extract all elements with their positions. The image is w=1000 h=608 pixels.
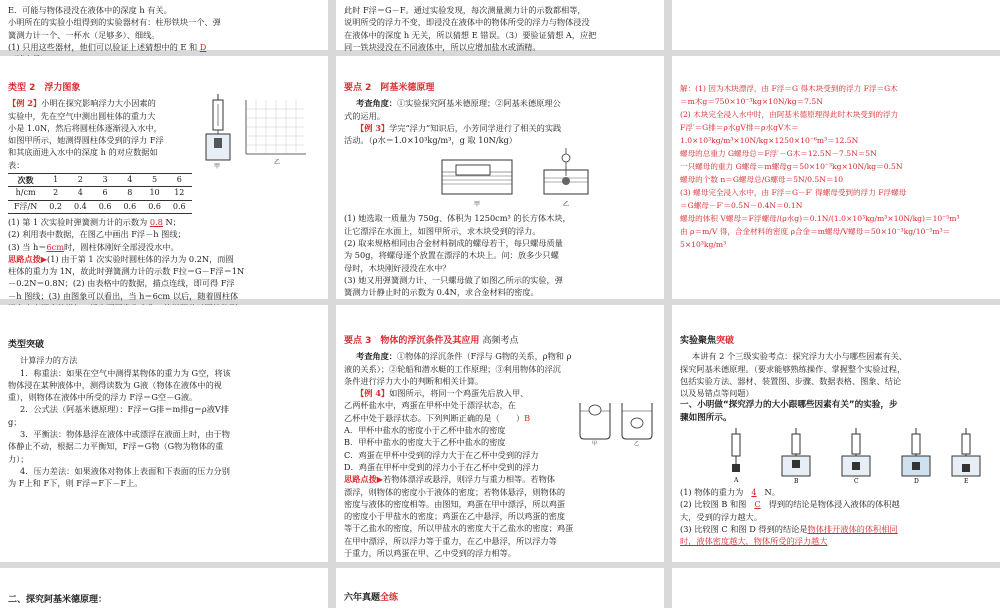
text-line: (2) 取来规格相同由合金材料制成的螺母若干，每只螺母质量 <box>344 238 563 249</box>
unit-text: N； <box>165 216 181 227</box>
hint-line: 柱体的重力为 1N，故此时弹簧测力计的示数 F拉＝G－F浮＝1N <box>8 266 245 277</box>
text-line: 此时 F浮＝G－F。通过实验发现，每次测量测力计的示数都相等， <box>344 5 586 15</box>
subtitle: 计算浮力的方法 <box>20 355 78 366</box>
fig-label: 乙 <box>563 201 570 209</box>
text-line <box>356 387 576 399</box>
spring-scale-icon <box>544 148 588 194</box>
text-line: 液的关系）；②轮船和潜水艇的工作原理；③利用物体的浮沉 <box>344 363 561 374</box>
hint-text: 若物体漂浮或悬浮，则浮力与重力相等。若物体 <box>383 474 555 485</box>
answer-text: 6cm <box>46 241 65 252</box>
text-line <box>356 350 656 362</box>
text-line: 为 50g，将螺母逐个放置在漂浮的木块上。问：放多少只螺 <box>344 250 559 261</box>
text-line: 母时，木块刚好浸没在水中？ <box>344 262 451 273</box>
table-intro: 表： <box>8 159 25 170</box>
text-line: 簧测力计一个、一杯水（足够多）、细线。 <box>8 29 160 40</box>
tag-label: 高频考点 <box>482 336 519 346</box>
answer-text: 物体排开液体的体积相同 <box>807 523 898 534</box>
focus-label: 考查角度： <box>356 98 397 109</box>
text-line: 本讲有 2 个三级实验考点：探究浮力大小与哪些因素有关、 <box>692 351 908 362</box>
slide-r2c1 <box>0 305 328 562</box>
question-line <box>8 241 320 253</box>
wood-block-figure <box>344 148 654 210</box>
table-cell: 10 <box>142 187 167 200</box>
title-text: 六年真题 <box>344 593 381 603</box>
question-text: (1) 物体的重力为 <box>680 487 744 498</box>
fig-label: 乙 <box>634 441 640 447</box>
example-text: 学完“浮力”知识后，小芳同学进行了相关的实践 <box>389 122 562 133</box>
text-line: (1) 她选取一质量为 750g、体积为 1250cm³ 的长方体木块， <box>344 213 571 224</box>
text-line: 乙两杯盐水中，鸡蛋在甲杯中处于漂浮状态，在 <box>344 400 516 411</box>
table-cell: 4 <box>68 187 93 200</box>
example-text: 小明在探究影响浮力大小因素的 <box>41 98 156 109</box>
fig-label: 乙 <box>274 159 281 166</box>
text-line: 如图甲所示，她测得圆柱体受到的浮力 F浮 <box>8 135 164 146</box>
answer-text: 时，液体密度越大，物体所受的浮力越大 <box>680 536 828 547</box>
text-line: 条件进行浮力大小的判断和相关计算。 <box>344 375 484 386</box>
table-cell: h/cm <box>8 187 43 200</box>
text-line: 让它漂浮在水面上，如图甲所示，求木块受到的浮力。 <box>344 225 541 236</box>
hint-line: 等于乙盐水的密度，所以甲盐水的密度大于乙盐水的密度；鸡蛋 <box>344 523 574 534</box>
fig-label: E <box>964 478 969 486</box>
hint-line: －0.2N＝0.8N；(2) 由表格中的数据，描点连线，即可得 F浮 <box>8 278 235 289</box>
text-line <box>356 122 656 134</box>
text-line <box>356 97 656 109</box>
fig-label: 甲 <box>474 201 481 209</box>
example-label: 【例 4】 <box>356 388 390 399</box>
table-cell: 12 <box>167 187 192 200</box>
question-text: 得到的结论是物体浸入液体的体积越 <box>768 499 900 510</box>
solution-line: (2) 木块完全浸入水中时，由阿基米德原理得此时木块受到的浮力 <box>680 110 899 119</box>
section-label: 要点 3 物体的浮沉条件及其应用 <box>344 336 480 346</box>
question-text: (3) 比较图 C 和图 D 得到的结论是 <box>680 523 808 534</box>
text-line: 为 F上和 F下，则 F浮＝F下－F上。 <box>8 478 143 489</box>
solution-line: ＝G螺母－F′＝0.5N－0.4N＝0.1N <box>680 201 803 210</box>
text-line: 活动。（ρ水＝1.0×10³kg/m³，g 取 10N/kg） <box>344 135 517 146</box>
hint-line <box>8 253 320 265</box>
text-line: 小明所在的实验小组得到的实验器材有：柱形铁块一个、弹 <box>8 17 221 28</box>
table-cell: 6 <box>93 187 118 200</box>
graph-grid-icon <box>246 100 306 154</box>
focus-text: ①实验探究阿基米德原理；②阿基米德原理公 <box>396 98 561 109</box>
question-text: (2) 比较图 B 和图 <box>680 499 747 510</box>
hint-text: (1) 由于第 1 次实验时圆柱体的浮力为 0.2N，而圆 <box>47 253 234 264</box>
example-label: 【例 2】 <box>8 98 42 109</box>
data-table <box>8 173 192 214</box>
answer-text: B <box>524 412 531 423</box>
section-title <box>344 335 656 347</box>
answer-text: 4 <box>751 487 757 498</box>
table-cell: 5 <box>142 174 167 187</box>
table-row <box>8 187 192 200</box>
question-title: 一、小明做“探究浮力的大小跟哪些因素有关”的实验，步 <box>680 400 898 411</box>
text-line <box>8 97 198 109</box>
hint-line: 在甲中漂浮，所以浮力等于重力，在乙中悬浮，所以浮力等 <box>344 535 557 546</box>
solution-line: F浮′＝G排＝ρ水gV排＝ρ水gV木＝ <box>680 123 799 132</box>
spring-scale-icon <box>206 94 230 160</box>
cup-icon <box>580 403 610 439</box>
focus-label: 考查角度： <box>356 351 397 362</box>
experiment-figure <box>680 426 990 484</box>
solution-line: 5×10³kg/m³ <box>680 240 727 249</box>
table-cell: 1 <box>43 174 68 187</box>
cup-icon <box>622 403 652 439</box>
hint-label: 思路点拨▶ <box>344 474 384 485</box>
option-line: C．鸡蛋在甲杯中受到的浮力大于在乙杯中受到的浮力 <box>344 449 539 460</box>
spring-scale-icon <box>842 428 870 476</box>
hint-line <box>344 473 656 485</box>
slide-r3c2 <box>336 568 664 608</box>
hint-line: 于重力，所以鸡蛋在甲、乙中受到的浮力相等。 <box>344 548 516 559</box>
text-line: 力）； <box>8 453 29 464</box>
text-line: 体静止不动，根据二力平衡知，F浮＝G物（G物为物体的重 <box>8 441 224 452</box>
text-line: 3．平衡法：物体悬浮在液体中或漂浮在液面上时，由于物 <box>20 429 230 440</box>
slide-r0c2 <box>336 0 664 50</box>
question-line: (2) 利用表中数据，在图乙中画出 F浮－h 图线； <box>8 229 186 240</box>
question-text: (1) 第 1 次实验时弹簧测力计的示数为 <box>8 216 148 227</box>
unit-text: N。 <box>764 487 780 498</box>
text-line: 小是 1.0N，然后将圆柱体逐渐浸入水中， <box>8 122 162 133</box>
text-line: 在液体中的深度 h 无关，所以猜想 E 错误。（3）要验证猜想 A，应把 <box>344 29 597 40</box>
buoyancy-figure <box>196 94 308 168</box>
egg-cups-figure <box>576 397 658 445</box>
section-title <box>8 82 320 94</box>
text-line: 说明所受的浮力不变，即浸没在液体中的物体所受的浮力与物体浸没 <box>344 17 590 28</box>
table-cell: 0.2 <box>43 200 68 213</box>
question-line <box>680 523 992 535</box>
table-cell: 0.6 <box>117 200 142 213</box>
table-cell: 次数 <box>8 174 43 187</box>
text-line: 2．公式法（阿基米德原理）：F浮＝G排＝m排g＝ρ液V排 <box>20 404 229 415</box>
slide-r3c3 <box>672 568 1000 608</box>
beaker-icon <box>442 160 512 194</box>
text-line: 物体浸在某种液体中，测得读数为 G液（物体在液体中的视 <box>8 379 222 390</box>
table-header-row <box>8 174 192 187</box>
slide-r1c1 <box>0 56 328 299</box>
text-line: 实验中，先在空气中测出圆柱体的重力大 <box>8 110 156 121</box>
section-title: 二、探究阿基米德原理： <box>8 595 108 605</box>
question-line <box>680 535 992 547</box>
text-line <box>8 41 320 53</box>
text-line: 重），则物体在液体中所受的浮力 F浮＝G空－G液。 <box>8 392 198 403</box>
hint-line: 漂浮，则物体的密度小于液体的密度；若物体悬浮，则物体的 <box>344 486 566 497</box>
solution-line: 螺母的个数 n＝G螺母总/G螺母＝5N/0.5N＝10 <box>680 175 844 184</box>
hint-label: 思路点拨▶ <box>8 253 48 264</box>
hint-line: －h 图线；(3) 由图象可以看出，当 h＝6cm 以后，随着圆柱体 <box>8 290 239 301</box>
question-text: (1) 只用这些器材，他们可以验证上述猜想中的 E 和 <box>8 41 198 52</box>
solution-line: 螺母的总重力 G螺母总＝F浮′－G木＝12.5N－7.5N＝5N <box>680 149 877 158</box>
table-cell: 0.4 <box>68 200 93 213</box>
question-line <box>680 486 992 498</box>
table-cell: 0.6 <box>93 200 118 213</box>
section-title: 类型突破 <box>8 340 45 350</box>
text-line: 式的运用。 <box>344 110 385 121</box>
slide-r0c1 <box>0 0 328 50</box>
table-cell: 3 <box>93 174 118 187</box>
text-line: 簧测力计静止时的示数为 0.4N，求合金材料的密度。 <box>344 287 539 298</box>
slide-r2c2 <box>336 305 664 562</box>
solution-line: (3) 螺母完全浸入水中，由 F浮＝G－F′ 得螺母受到的浮力 F浮螺母 <box>680 188 907 197</box>
example-label: 【例 3】 <box>356 122 390 133</box>
text-line: 1．称重法：如果在空气中测得某物体的重力为 G空，将该 <box>20 367 231 378</box>
slide-r3c1 <box>0 568 328 608</box>
table-cell: 2 <box>43 187 68 200</box>
text-line: 探究阿基米德原理。（要求能够熟练操作、掌握整个实验过程， <box>680 363 906 374</box>
slide-r2c3 <box>672 305 1000 562</box>
question-line: 大，受到的浮力越大。 <box>680 511 762 522</box>
example-text: 乙杯中处于悬浮状态。下列判断正确的是（ ） <box>344 412 525 423</box>
table-cell: 0.6 <box>167 200 192 213</box>
fig-label: B <box>794 478 799 486</box>
question-text: (3) 当 h＝ <box>8 241 47 252</box>
example-text: 如图所示，将同一个鸡蛋先后放入甲、 <box>389 388 529 399</box>
solution-line: 1.0×10³kg/m³×10N/kg×1250×10⁻⁶m³＝12.5N <box>680 136 859 145</box>
solution-line: 解：(1) 因为木块漂浮，由 F浮＝G 得木块受到的浮力 F浮＝G木 <box>680 84 898 93</box>
option-line: D．鸡蛋在甲杯中受到的浮力小于在乙杯中受到的浮力 <box>344 461 539 472</box>
table-row <box>8 200 192 213</box>
fig-label: C <box>854 478 859 486</box>
spring-scale-icon <box>782 428 810 476</box>
table-cell: 6 <box>167 174 192 187</box>
text-line: 4．压力差法：如果液体对物体上表面和下表面的压力分别 <box>20 465 230 476</box>
answer-text: C <box>754 499 761 510</box>
slide-r0c3 <box>672 0 1000 50</box>
title-text: 实验聚焦 <box>680 336 717 346</box>
table-cell: F浮/N <box>8 200 43 213</box>
option-line: A．甲杯中盐水的密度小于乙杯中盐水的密度 <box>344 425 506 436</box>
text-line: 以及易错点等问题） <box>680 388 754 399</box>
question-line <box>8 216 320 228</box>
option-line: B．甲杯中盐水的密度大于乙杯中盐水的密度 <box>344 437 506 448</box>
text-line: 包括实验方法、器材、装置图、步骤、数据表格、图象、结论 <box>680 375 902 386</box>
text-line: 同一铁块浸没在不同液体中，所以应增加盐水或酒精。 <box>344 41 541 52</box>
slide-r1c2 <box>336 56 664 299</box>
spring-scale-icon <box>902 428 930 476</box>
question-title: 骤如图所示。 <box>680 412 732 423</box>
section-title <box>680 335 992 347</box>
answer-text: D <box>199 41 207 52</box>
fig-label: 甲 <box>214 163 221 170</box>
fig-label: 甲 <box>592 441 598 447</box>
solution-line: 螺母的体积 V螺母＝F浮螺母/(ρ水g)＝0.1N/(1.0×10³kg/m³×10N/kg)＝10⁻⁵m³ <box>680 214 960 223</box>
question-line <box>680 498 992 510</box>
table-cell: 8 <box>117 187 142 200</box>
text-line: 和其底面进入水中的深度 h 的对应数据如 <box>8 147 158 158</box>
table-cell: 0.6 <box>142 200 167 213</box>
solution-line: 由 ρ＝m/V 得，合金材料的密度 ρ合金＝m螺母/V螺母＝50×10⁻³kg/10⁻⁵m³＝ <box>680 227 951 236</box>
fig-label: D <box>914 478 919 486</box>
focus-text: ①物体的浮沉条件（F浮与 G物的关系，ρ物和 ρ <box>396 351 572 362</box>
solution-line: ＝m木g＝750×10⁻³kg×10N/kg＝7.5N <box>680 97 823 106</box>
hint-line: 的密度小于甲盐水的密度；鸡蛋在乙中悬浮，所以鸡蛋的密度 <box>344 511 566 522</box>
text-line: E．可能与物体浸没在液体中的深度 h 有关。 <box>8 5 172 15</box>
spring-scale-icon <box>952 428 980 476</box>
fig-label: A <box>734 477 739 485</box>
title-accent: 全练 <box>380 593 399 603</box>
slide-r1c3 <box>672 56 1000 299</box>
solution-line: 一只螺母的重力 G螺母＝m螺母g＝50×10⁻³kg×10N/kg＝0.5N <box>680 162 903 171</box>
section-title <box>344 592 656 604</box>
table-cell: 2 <box>68 174 93 187</box>
text-line <box>344 412 576 424</box>
section-title <box>344 82 656 94</box>
answer-text: 0.8 <box>149 216 163 227</box>
table-cell: 4 <box>117 174 142 187</box>
type-label: 类型 2 浮力图象 <box>8 83 81 93</box>
text-line: (3) 她又用弹簧测力计、一只螺母做了如图乙所示的实验，弹 <box>344 274 563 285</box>
text-line: g； <box>8 416 22 427</box>
spring-scale-icon <box>732 428 740 472</box>
section-label: 要点 2 阿基米德原理 <box>344 83 435 93</box>
question-text: 时，圆柱体刚好全部浸没水中。 <box>64 241 179 252</box>
hint-line: 密度与液体的密度相等。由图知，鸡蛋在甲中漂浮，所以鸡蛋 <box>344 498 566 509</box>
title-accent: 突破 <box>716 336 735 346</box>
